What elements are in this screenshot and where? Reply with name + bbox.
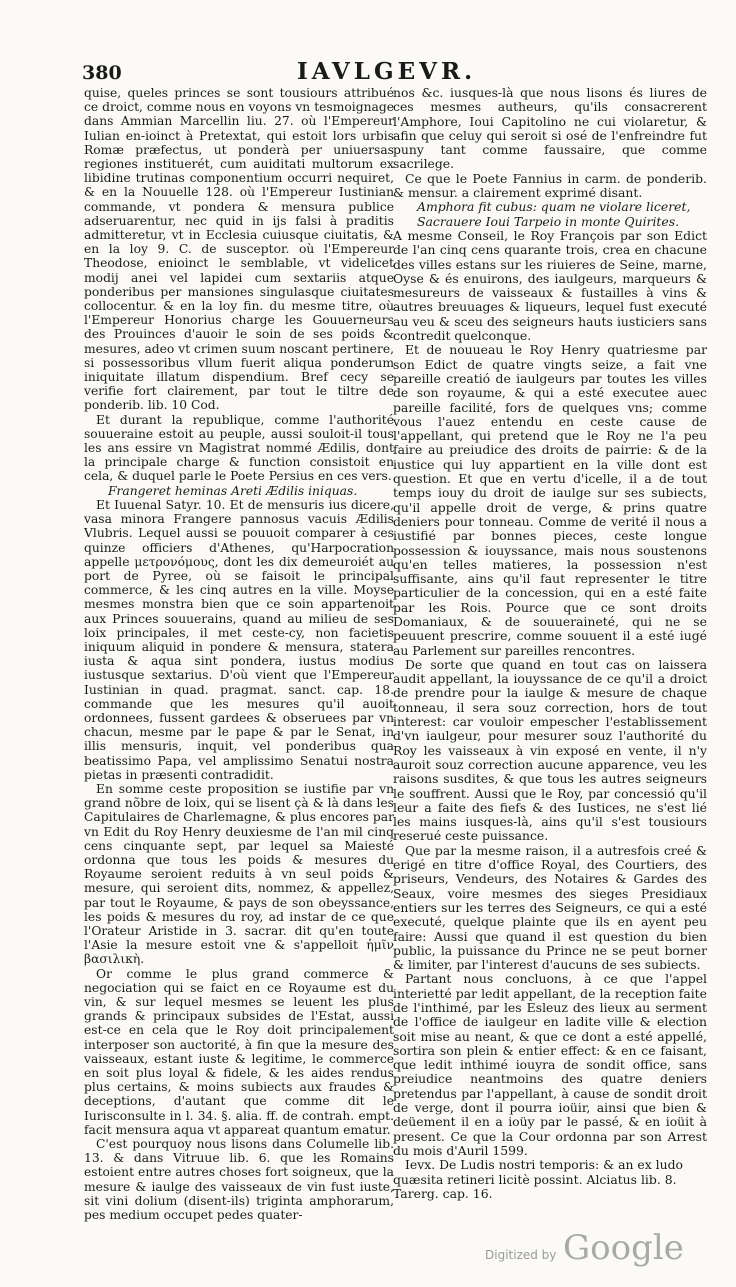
right-column [393,86,707,1201]
right-verse-1: Amphora fit cubus: quam ne violare liceret, [417,199,691,215]
right-paragraph-3: A mesme Conseil, le Roy François par son Edict de l'an cinq cens quarante trois, crea en chacune des villes estans sur les riuieres de Seine, marne, Oyse & és enuirons, des iaulgeurs, marqueurs & mesureurs de vaisseaux & fustailles à vins & autres breuuages & liqueurs, lequel fust executé au veu & sceu des seigneurs hauts iusticiers sans contredit quelconque. [393,227,707,344]
right-paragraph-7: Partant nous concluons, à ce que l'appel interietté par ledit appellant, de la reception faite de l'inthimé, par les Esleuz des lieux au serment de l'office de iaulgeur en ladite ville & election soit mise au neant, & que ce dont a esté appellé, sortira son plein & entier effect: & en ce faisant, que ledit inthimé iouyra de sondit office, sans preiudice neantmoins des quatre deniers pretendus par l'appellant, à cause de sondit droit de verge, dont il pourra ioüir, ainsi que bien & deüement il en a ioüy par le passé, & en ioüit à present. Ce que la Cour ordonna par son Arrest du mois d'Auril 1599. [393,971,707,1158]
digitized-by-text: Digitized by [485,1248,557,1262]
right-paragraph-8: Ievx. De Ludis nostri temporis: & an ex ludo quæsita retineri licitè possint. Alciatus lib. 8. Tarerg. cap. 16. [393,1157,683,1201]
left-paragraph-5: Or comme le plus grand commerce & negociation qui se faict en ce Royaume est du vin, & sur lequel mesmes se leuent les plus grands & principaux subsides de l'Estat, aussi est-ce en cela que le Roy doit principalement interposer son auctorité, à fin que la mesure des vaisseaux, estant iuste & legitime, le commerce en soit plus loyal & fidele, & les aides rendus plus certains, & moins subiects aux fraudes & deceptions, d'autant que comme dit le Iurisconsulte in l. 34. §. alia. ff. de contrah. empt. facit mensura aqua vt appareat quantum ematur. [84,966,394,1137]
left-paragraph-3: Et Iuuenal Satyr. 10. Et de mensuris ius dicere, vasa minora Frangere pannosus vacuis Ædilis Vlubris. Lequel aussi se pouuoit comparer à ces quinze officiers d'Athenes, qu'Harpocration appelle μετρονόμους, dont les dix demeuroiét au port de Pyree, où se faisoit le principal commerce, & les cinq autres en la ville. Moyse mesmes monstra bien que ce soin appartenoit aux Princes souuerains, quand au milieu de ses loix principales, il met ceste-cy, non facietis iniquum aliquid in pondere & mensura, statera iusta & aqua sint pondera, iustus modius iustusque sextarius. D'où vient que l'Empereur Iustinian in quad. pragmat. sanct. cap. 18. commande que les mesures qu'il auoit ordonnees, fussent gardees & obseruees par vn chacun, mesme par le pape & par le Senat, in illis mensuris, inquit, vel ponderibus qua beatissimo Papa, vel amplissimo Senatui nostra pietas in præsenti contradidit. [84,497,394,782]
right-paragraph-6: Que par la mesme raison, il a autresfois creé & erigé en titre d'office Royal, des Courtiers, des priseurs, Vendeurs, des Notaires & Gardes des Seaux, voire mesmes des sieges Presidiaux entiers sur les terres des Seigneurs, ce qui a esté executé, quelque plainte que ils en ayent peu faire: Aussi que quand il est question du bien public, la puissance du Prince ne se peut borner & limiter, par l'interest d'aucuns de ses subiects. [393,842,707,973]
left-paragraph-1: quise, queles princes se sont tousiours attribué ce droict, comme nous en voyons vn tesmoignage dans Ammian Marcellin liu. 27. où l'Empereur Iulian en-ioinct à Pretextat, qui estoit lors urbis Romæ præfectus, ut ponderà per uniuersas regiones instituerét, cum auiditati multorum ex libidine trutinas componentium occurri nequiret, & en la Nouuelle 128. où l'Empereur Iustinian commande, vt pondera & mensura publice adseruarentur, nec quid in ijs falsi à praditis admitteretur, vt in Ecclesia cuiusque ciuitatis, & en la loy 9. C. de susceptor. où l'Empereur Theodose, enioinct le semblable, vt videlicet modij anei vel lapidei cum sextariis atque ponderibus per mansiones singulasque ciuitates collocentur. & en la loy fin. du mesme titre, où l'Empereur Honorius charge les Gouuerneurs des Prouinces d'auoir le soin de ses poids & mesures, adeo vt crimen suum noscant pertinere, si possessoribus vllum fuerit aliqua ponderum iniquitate illatum dispendium. Bref cecy se verifie fort clairement, par tout le tiltre de ponderib. lib. 10 Cod. [84,86,395,413]
left-verse: Frangeret heminas Areti Ædilis iniquas. [108,483,358,498]
right-paragraph-4: Et de nouueau le Roy Henry quatriesme par son Edict de quatre vingts seize, a fait vne pareille creatió de iaulgeurs par toutes les villes de son royaume, & qui a esté executee auec pareille facilité, fors de quelques vns; comme vous l'auez entendu en ceste cause de l'appellant, qui pretend que le Roy ne l'a peu faire au preiudice des droits de pairrie: & de la iustice qui luy appartient en la ville dont est question. Et que en vertu d'icelle, il a de tout temps iouy du droit de iaulge sur ses subiects, qu'il appelle droit de verge, & prins quatre deniers pour tonneau. Comme de verité il nous a iustifié par bonnes pieces, ceste longue possession & iouyssance, mais nous soustenons qu'en telles matieres, la possession n'est suffisante, ains qu'il faut representer le titre particulier de la concession, qui en a esté faite par les Rois. Pource que ce sont droits Domaniaux, & de souueraineté, qui ne se peuuent prescrire, comme souuent il a esté iugé au Parlement sur pareilles rencontres. [393,342,707,658]
left-column [84,86,394,1222]
right-paragraph-1: nos &c. iusques-là que nous lisons és liures de ces mesmes autheurs, qu'ils consacrerent l'Amphore, Ioui Capitolino ne cui violaretur, & afin que celuy qui seroit si osé de l'enfreindre fut puny tant comme faussaire, que comme sacrilege. [393,85,707,172]
running-title: IAVLGEVR. [297,58,477,85]
right-paragraph-2: Ce que le Poete Fannius in carm. de ponderib. & mensur. a clairement exprimé disant. [393,170,707,201]
page-number: 380 [82,62,122,84]
page-header [82,58,702,86]
left-paragraph-6: C'est pourquoy nous lisons dans Columelle lib. 13. & dans Vitruue lib. 6. que les Romains estoient entre autres choses fort soigneux, que la mesure & iaulge des vaisseaux de vin fust iuste, sit vini dolium (disent-ils) triginta amphorarum, pes medium occupet pedes quater- [84,1137,394,1223]
google-logo: Google [563,1228,684,1268]
right-verse-2: Sacrauere Ioui Tarpeio in monte Quirites. [417,213,680,229]
google-watermark [485,1228,725,1273]
right-paragraph-5: De sorte que quand en tout cas on laissera audit appellant, la iouyssance de ce qu'il a droict de prendre pour la iaulge & mesure de chaque tonneau, il sera souz correction, hors de tout interest: car vouloir empescher l'establissement d'vn iaulgeur, pour mesurer souz l'authorité du Roy les vaisseaux à vin exposé en vente, il n'y auroit souz correction aucune apparence, veu les raisons susdites, & que tous les autres seigneurs le souffrent. Aussi que le Roy, par concessió qu'il leur a faite des fiefs & des Iustices, ne s'est lié les mains iusques-là, ains qu'il s'est tousiours reserué ceste puissance. [393,656,707,844]
left-paragraph-4: En somme ceste proposition se iustifie par vn grand nõbre de loix, qui se lisent çà & là dans les Capitulaires de Charlemagne, & plus encores par vn Edit du Roy Henry deuxiesme de l'an mil cinq cens cinquante sept, par lequel sa Maiesté ordonna que tous les poids & mesures du Royaume seroient reduits à vn seul poids & mesure, qui seroient dits, nommez, & appellez, par tout le Royaume, & pays de son obeyssance, les poids & mesures du roy, ad instar de ce que l'Orateur Aristide in 3. sacrar. dit qu'en toute l'Asie la mesure estoit vne & s'appelloit ἡμῖν βασιλικὴ. [84,781,394,967]
left-paragraph-2: Et durant la republique, comme l'authorité souueraine estoit au peuple, aussi souloit-il tous les ans essire vn Magistrat nommé Ædilis, dont la principale charge & function consistoit en cela, & duquel parle le Poete Persius en ces vers. [84,412,394,484]
